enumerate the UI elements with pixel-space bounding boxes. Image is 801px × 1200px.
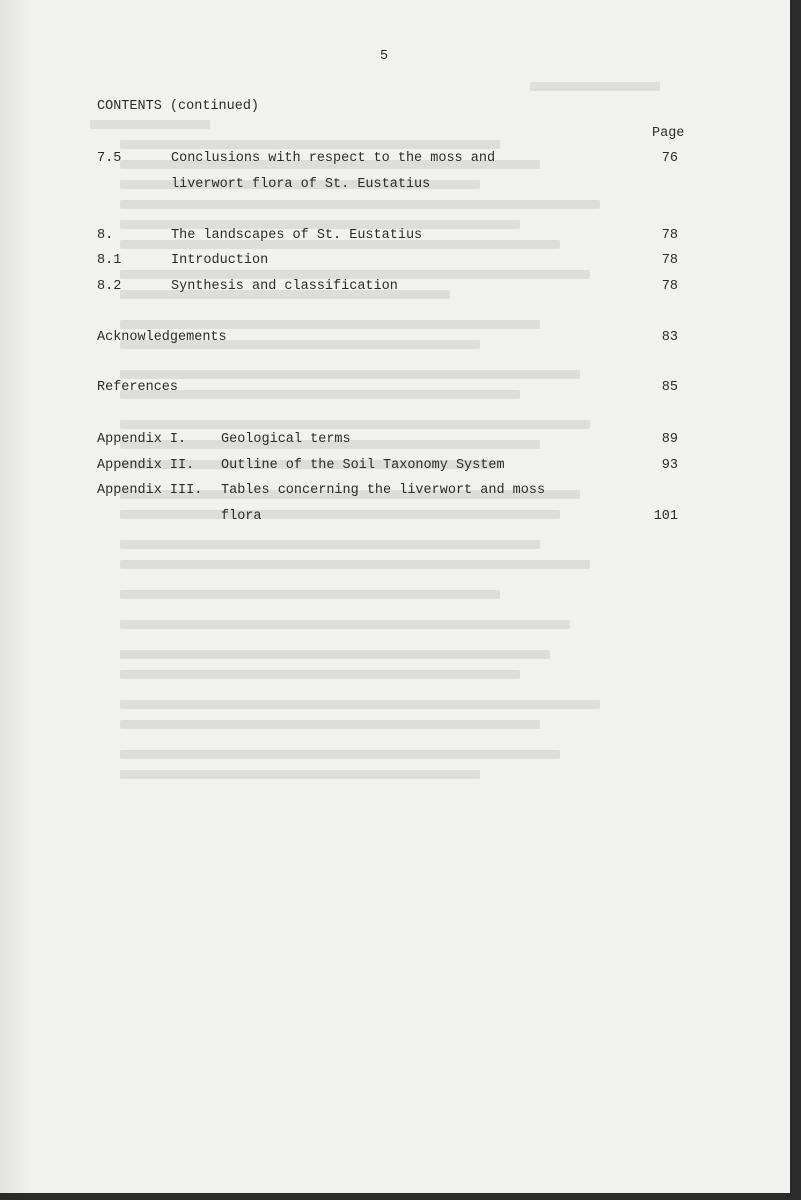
toc-entry-title: liverwort flora of St. Eustatius — [171, 177, 431, 192]
toc-entry-title: Geological terms — [221, 432, 351, 447]
toc-entry-page: 78 — [661, 228, 678, 243]
toc-entry-page: 85 — [661, 380, 678, 395]
toc-entry-number: Appendix II. — [97, 458, 195, 473]
toc-entry-title: Tables concerning the liverwort and moss — [221, 483, 546, 498]
toc-entry-title: Acknowledgements — [97, 330, 227, 345]
toc-entry-number: 8.2 — [97, 279, 122, 294]
toc-entry-page: 83 — [661, 330, 678, 345]
toc-entry-title: flora — [221, 509, 262, 524]
toc-entry-number: 8. — [97, 228, 114, 243]
toc-entry-number: 7.5 — [97, 151, 122, 166]
toc-entry-title: Introduction — [171, 253, 269, 268]
toc-entry-page: 89 — [661, 432, 678, 447]
page-column-label: Page — [652, 126, 685, 141]
toc-entry-number: Appendix I. — [97, 432, 187, 447]
toc-entry-title: References — [97, 380, 179, 395]
toc-entry-title: Synthesis and classification — [171, 279, 398, 294]
toc-entry-title: The landscapes of St. Eustatius — [171, 228, 423, 243]
page-number: 5 — [380, 49, 389, 64]
toc-entry-page: 101 — [653, 509, 678, 524]
toc-entry-page: 78 — [661, 253, 678, 268]
page-edge-shadow — [0, 0, 30, 1193]
toc-entry-page: 76 — [661, 151, 678, 166]
show-through-text — [80, 60, 700, 800]
toc-entry-number: 8.1 — [97, 253, 122, 268]
toc-entry-title: Conclusions with respect to the moss and — [171, 151, 496, 166]
toc-entry-title: Outline of the Soil Taxonomy System — [221, 458, 505, 473]
toc-entry-page: 93 — [661, 458, 678, 473]
contents-heading: CONTENTS (continued) — [97, 99, 260, 114]
toc-entry-page: 78 — [661, 279, 678, 294]
toc-entry-number: Appendix III. — [97, 483, 203, 498]
